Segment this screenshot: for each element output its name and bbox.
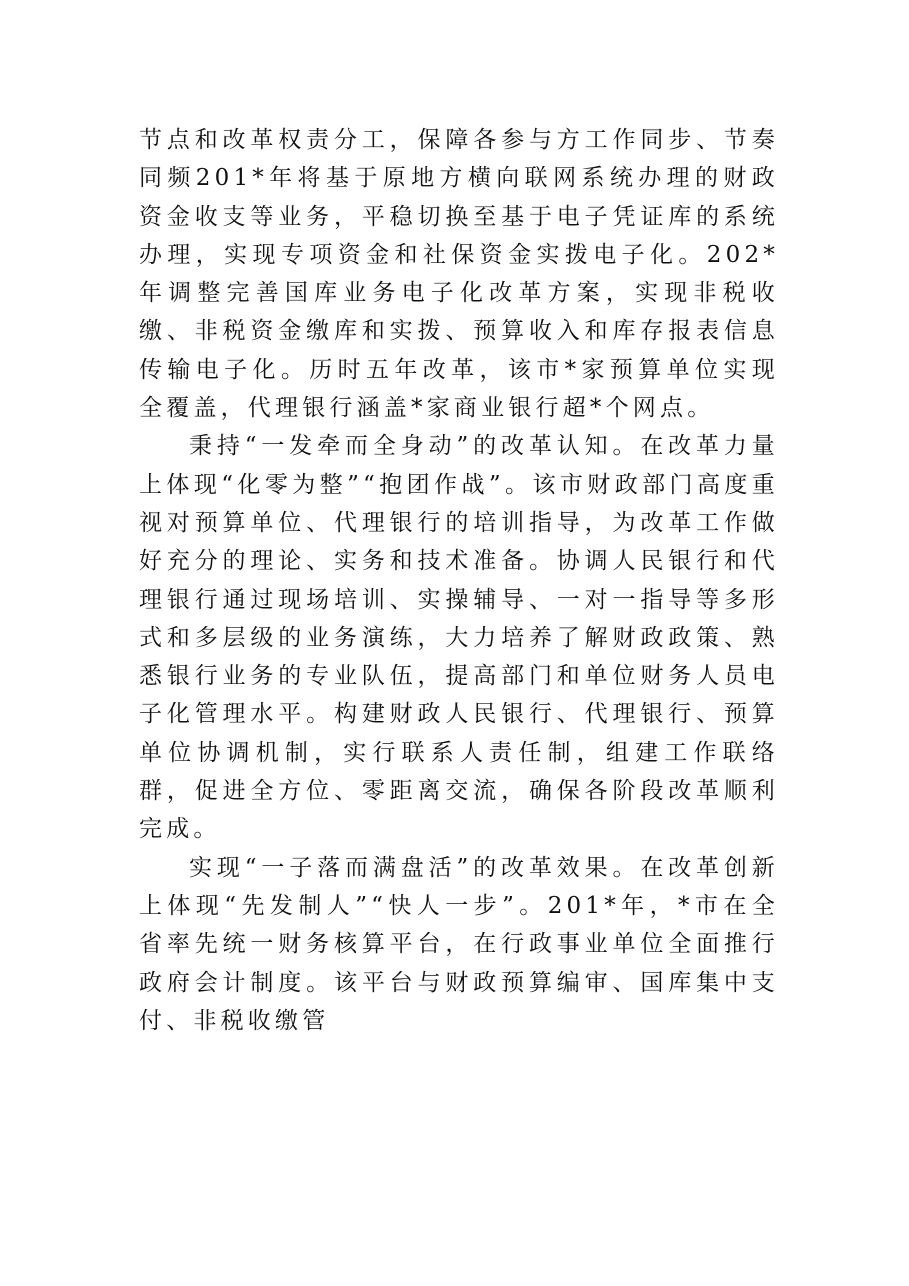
- paragraph-reform-awareness: 秉持“一发牵而全身动”的改革认知。在改革力量上体现“化零为整”“抱团作战”。该市财政部门高度重视对预算单位、代理银行的培训指导，为改革工作做好充分的理论、实务和技术准备。协调人民银行和代理银行通过现场培训、实操辅导、一对一指导等多形式和多层级的业务演练，大力培养了解财政政策、熟悉银行业务的专业队伍，提高部门和单位财务人员电子化管理水平。构建财政人民银行、代理银行、预算单位协调机制，实行联系人责任制，组建工作联络群，促进全方位、零距离交流，确保各阶段改革顺利完成。: [139, 433, 779, 843]
- paragraph-continued: 节点和改革权责分工，保障各参与方工作同步、节奏同频201*年将基于原地方横向联网系统办理的财政资金收支等业务，平稳切换至基于电子凭证库的系统办理，实现专项资金和社保资金实拨电子化。202*年调整完善国库业务电子化改革方案，实现非税收缴、非税资金缴库和实拨、预算收入和库存报表信息传输电子化。历时五年改革，该市*家预算单位实现全覆盖，代理银行涵盖*家商业银行超*个网点。: [139, 127, 779, 422]
- document-body: [139, 121, 779, 1040]
- paragraph-reform-effect: 实现“一子落而满盘活”的改革效果。在改革创新上体现“先发制人”“快人一步”。201*年，*市在全省率先统一财务核算平台，在行政事业单位全面推行政府会计制度。该平台与财政预算编审、国库集中支付、非税收缴管: [139, 854, 779, 1034]
